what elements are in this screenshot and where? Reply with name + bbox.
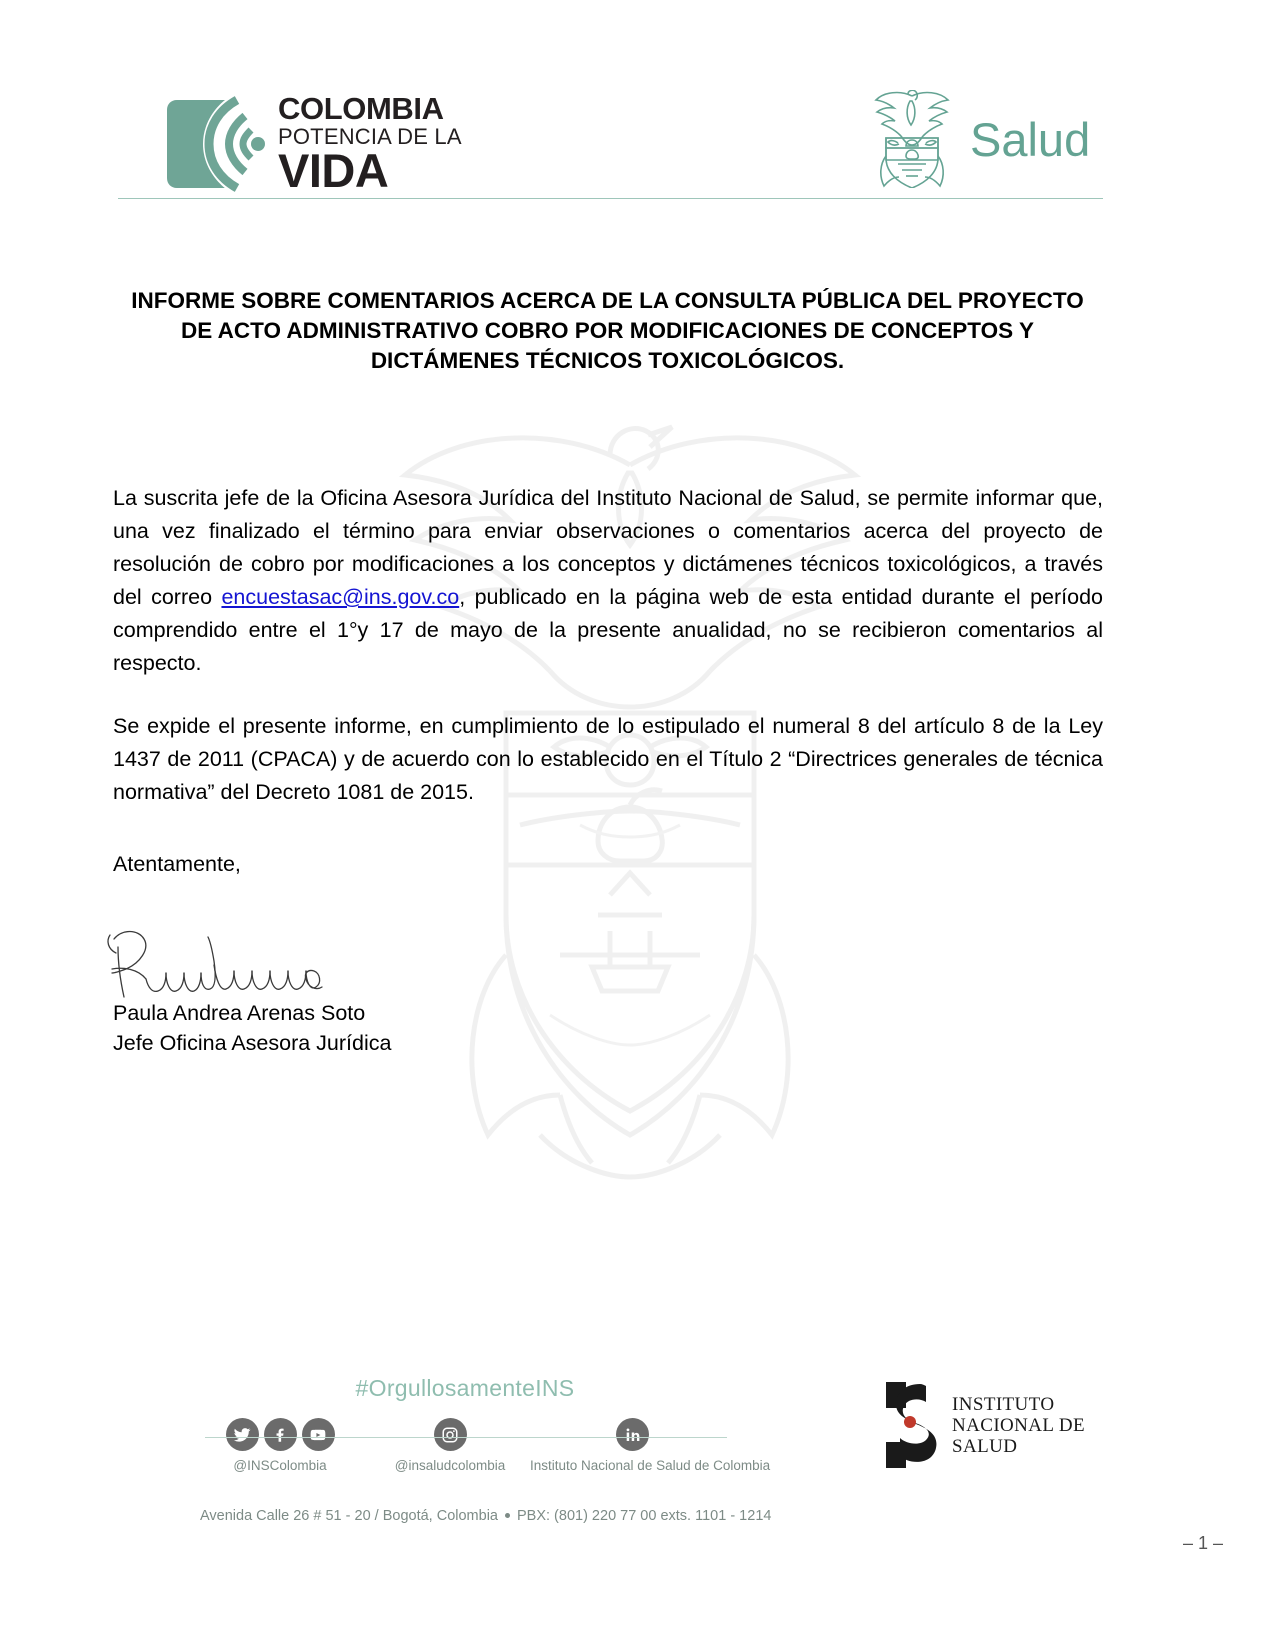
social-handle-twitter[interactable]: @INSColombia <box>233 1458 327 1473</box>
document-body <box>113 482 1103 809</box>
facebook-icon[interactable] <box>264 1418 297 1451</box>
logo-line-vida: VIDA <box>278 144 389 197</box>
salud-wordmark: Salud <box>970 112 1091 166</box>
handwritten-signature <box>104 925 394 1005</box>
logo-line-colombia: COLOMBIA <box>278 91 444 126</box>
paragraph-2: Se expide el presente informe, en cumplimiento de lo estipulado el numeral 8 del artículo 8 de la Ley 1437 de 2011 (CPACA) y de acuerdo con lo establecido en el Título 2 “Directrices generales de técnica normativa” del Decreto 1081 de 2015. <box>113 714 1103 804</box>
instagram-icon[interactable] <box>434 1418 467 1451</box>
linkedin-icon[interactable] <box>616 1418 649 1451</box>
footer-address-text: Avenida Calle 26 # 51 - 20 / Bogotá, Colombia <box>200 1508 498 1524</box>
closing-salutation: Atentamente, <box>113 852 241 876</box>
youtube-icon[interactable] <box>302 1418 335 1451</box>
social-group-instagram <box>365 1418 535 1473</box>
colombia-potencia-de-la-vida-logo <box>163 91 462 197</box>
colombia-crest-icon <box>868 90 956 188</box>
paragraph-1 <box>113 482 1103 680</box>
signer-role: Jefe Oficina Asesora Jurídica <box>113 1031 392 1055</box>
logo-line-potencia: POTENCIA DE LA <box>278 124 462 149</box>
document-header <box>0 0 1275 210</box>
ins-monogram-icon <box>886 1382 938 1468</box>
page-number: – 1 – <box>1182 1533 1223 1553</box>
separator-dot-icon <box>505 1513 510 1518</box>
signer-block <box>113 998 391 1058</box>
social-group-insColombia <box>200 1418 360 1473</box>
social-media-groups <box>200 1418 771 1504</box>
footer-divider <box>205 1437 727 1438</box>
ins-line-instituto: INSTITUTO <box>952 1393 1055 1415</box>
footer-phone-text: PBX: (801) 220 77 00 exts. 1101 - 1214 <box>516 1508 772 1524</box>
social-handle-instagram[interactable]: @insaludcolombia <box>394 1458 506 1473</box>
footer-address <box>200 1508 772 1524</box>
ins-logo <box>886 1382 1085 1468</box>
ins-line-nacional: NACIONAL DE <box>952 1414 1085 1436</box>
ins-line-salud: SALUD <box>952 1435 1018 1457</box>
social-group-linkedin <box>530 1418 771 1473</box>
email-link[interactable]: encuestasac@ins.gov.co <box>221 585 460 609</box>
ins-wordmark <box>952 1394 1085 1457</box>
page-title: INFORME SOBRE COMENTARIOS ACERCA DE LA CONSULTA PÚBLICA DEL PROYECTO DE ACTO ADMINISTRATIVO COBRO POR MODIFICACIONES DE CONCEPTOS Y DICTÁMENES TÉCNICOS TOXICOLÓGICOS. <box>131 288 1084 373</box>
paragraph-1-text-after-email: , publicado en la página web de esta entidad durante el período comprendido entre el 1°y 17 de mayo de la presente anualidad, no se recibieron comentarios al respecto. <box>113 585 1103 675</box>
twitter-icon[interactable] <box>226 1418 259 1451</box>
footer-hashtag: #OrgullosamenteINS <box>355 1375 575 1401</box>
paragraph-1-text-before-email: La suscrita jefe de la Oficina Asesora Jurídica del Instituto Nacional de Salud, se permite informar que, una vez finalizado el término para enviar observaciones o comentarios acerca del proyecto de resolución de cobro por modificaciones a los conceptos y dictámenes técnicos toxicológicos, a través del correo <box>113 486 1103 609</box>
social-handle-linkedin[interactable]: Instituto Nacional de Salud de Colombia <box>530 1458 771 1473</box>
header-divider <box>118 198 1103 199</box>
colombia-waves-icon <box>163 96 269 192</box>
minsalud-logo <box>868 90 1090 188</box>
signer-name: Paula Andrea Arenas Soto <box>113 1001 366 1025</box>
colombia-logo-wordmark <box>278 91 462 197</box>
